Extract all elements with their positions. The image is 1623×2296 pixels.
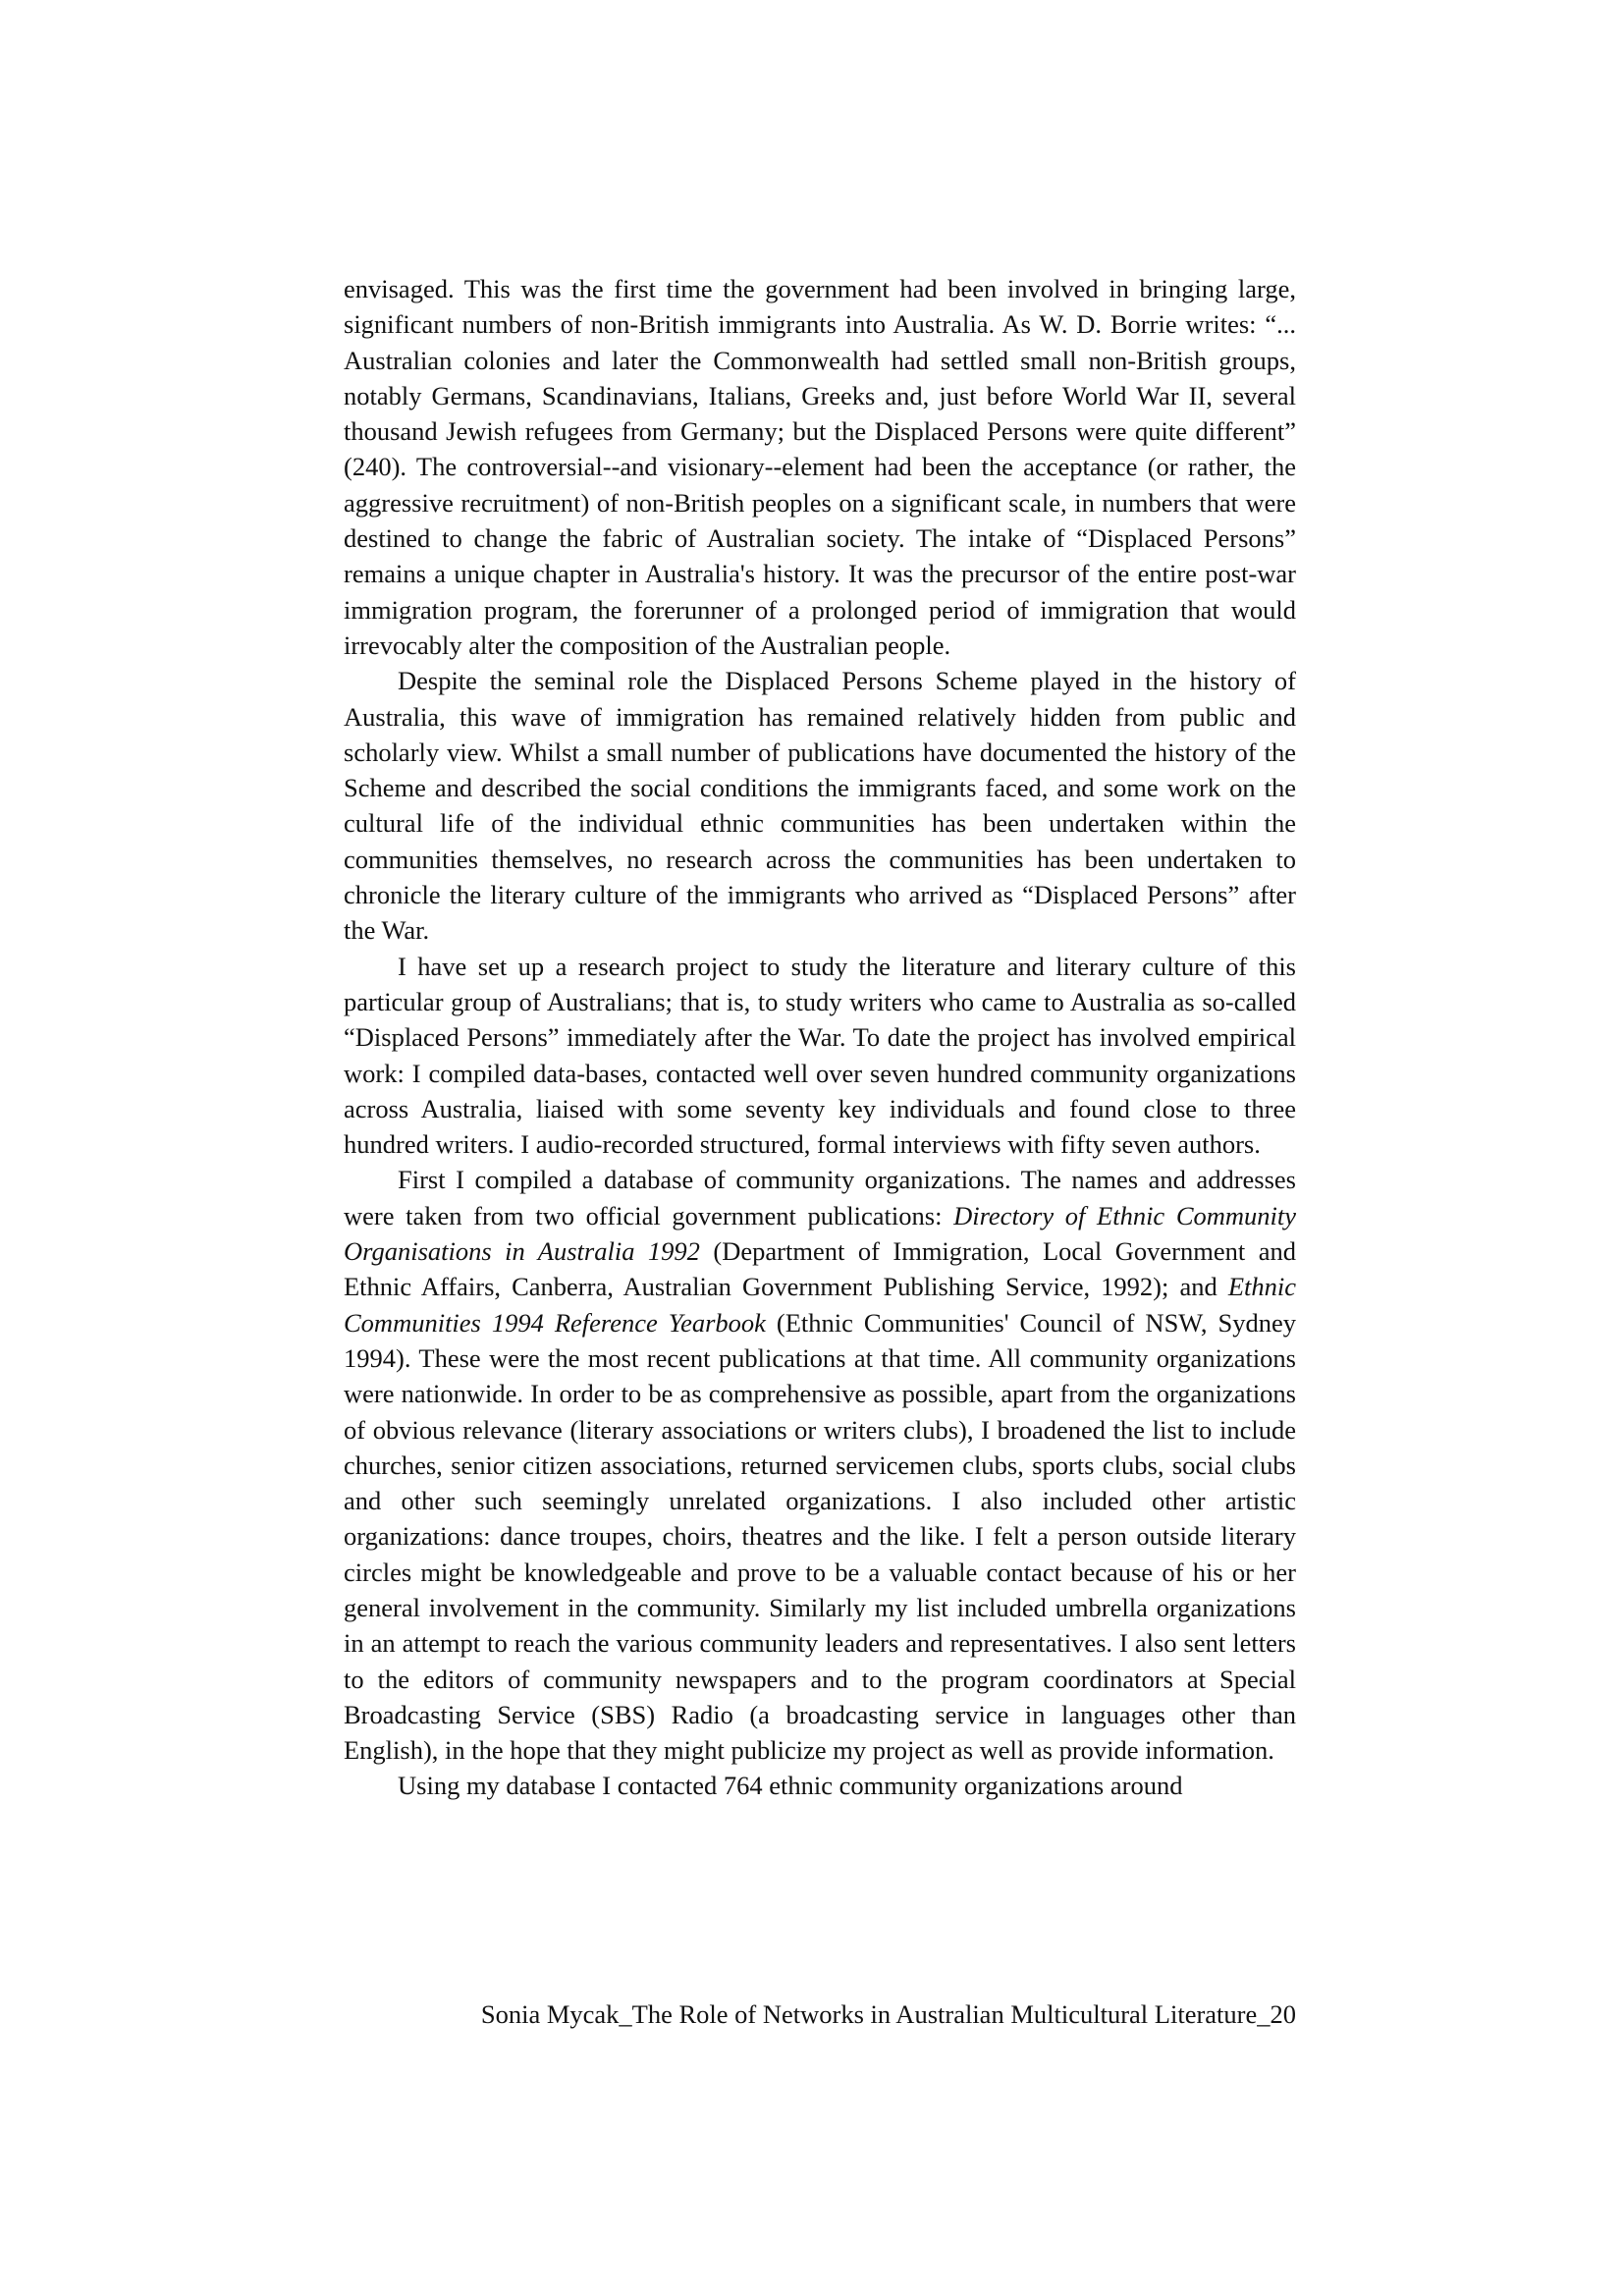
paragraph-3 (344, 949, 1296, 1163)
paragraph-1 (344, 271, 1296, 663)
body-text (344, 271, 1296, 1804)
text-run: Despite the seminal role the Displaced Persons Scheme played in the history of Australia, this wave of immigration has remained relatively hidden from public and scholarly view. Whilst a small number of publications have documented the history of the Scheme and described the social conditions the immigrants faced, and some work on the cultural life of the individual ethnic communities has been undertaken within the communities themselves, no research across the communities has been undertaken to chronicle the literary culture of the immigrants who arrived as “Displaced Persons” after the War. (344, 666, 1296, 946)
italic-title: Ethnic Communities 1994 Reference Yearbook (344, 1272, 1296, 1338)
text-run: Using my database I contacted 764 ethnic community organizations around (398, 1771, 1183, 1801)
italic-title: Directory of Ethnic Community Organisations in Australia 1992 (344, 1200, 1297, 1267)
page-footer: Sonia Mycak_The Role of Networks in Australian Multicultural Literature_20 (480, 1999, 1296, 2029)
paragraph-2 (344, 663, 1296, 948)
text-run: First I compiled a database of community organizations. The names and addresses were taken from two official government publications: (344, 1165, 1296, 1230)
text-run: envisaged. This was the first time the government had been involved in bringing large, significant numbers of non-British immigrants into Australia. As W. D. Borrie writes: “... Australian colonies and later the Commonwealth had settled small non-British groups, notably Germans, Scandinavians, Italians, Greeks and, just before World War II, several thousand Jewish refugees from Germany; but the Displaced Persons were quite different” (240). The controversial--and visionary--element had been the acceptance (or rather, the aggressive recruitment) of non-British peoples on a significant scale, in numbers that were destined to change the fabric of Australian society. The intake of “Displaced Persons” remains a unique chapter in Australia's history. It was the precursor of the entire post-war immigration program, the forerunner of a prolonged period of immigration that would irrevocably alter the composition of the Australian people. (344, 274, 1296, 660)
text-run: I have set up a research project to study the literature and literary culture of this particular group of Australians; that is, to study writers who came to Australia as so-called “Displaced Persons” immediately after the War. To date the project has involved empirical work: I compiled data-bases, contacted well over seven hundred community organizations across Australia, liaised with some seventy key individuals and found close to three hundred writers. I audio-recorded structured, formal interviews with fifty seven authors. (344, 951, 1296, 1160)
paragraph-4 (344, 1162, 1296, 1768)
text-run: (Department of Immigration, Local Government and Ethnic Affairs, Canberra, Australian Government Publishing Service, 1992); and (344, 1236, 1296, 1302)
paragraph-5 (344, 1768, 1296, 1803)
text-run: (Ethnic Communities' Council of NSW, Sydney 1994). These were the most recent publications at that time. All community organizations were nationwide. In order to be as comprehensive as possible, apart from the organizations of obvious relevance (literary associations or writers clubs), I broadened the list to include churches, senior citizen associations, returned servicemen clubs, sports clubs, social clubs and other such seemingly unrelated organizations. I also included other artistic organizations: dance troupes, choirs, theatres and the like. I felt a person outside literary circles might be knowledgeable and prove to be a valuable contact because of his or her general involvement in the community. Similarly my list included umbrella organizations in an attempt to reach the various community leaders and representatives. I also sent letters to the editors of community newspapers and to the program coordinators at Special Broadcasting Service (SBS) Radio (a broadcasting service in languages other than English), in the hope that they might publicize my project as well as provide information. (344, 1307, 1297, 1766)
